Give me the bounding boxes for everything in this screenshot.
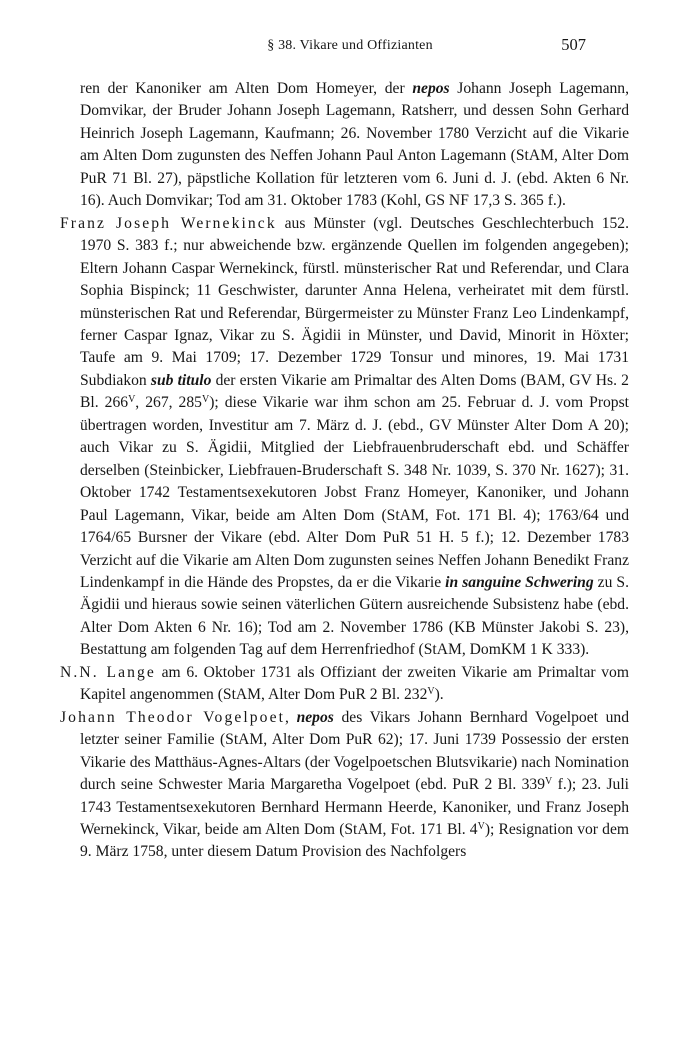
verso-superscript: V	[201, 394, 210, 406]
entry-wernekinck	[60, 213, 629, 662]
latin-term: in sanguine Schwering	[445, 573, 594, 591]
latin-term: sub titulo	[150, 371, 212, 389]
entry-name: Johann Theodor Vogelpoet	[60, 708, 286, 726]
verso-superscript: V	[128, 394, 136, 406]
text-run: ).	[434, 686, 444, 704]
text-run: f.); 23. Juli 1743 Testamentsexekutoren Bernhard Hermann Heerde, Kanoniker, und Franz Joseph Wernekinck, Vikar, beide am Alten Dom (StAM, Fot. 171 Bl. 4	[80, 776, 629, 838]
text-run: ,	[285, 708, 297, 726]
entry-name: Franz Joseph Wernekinck	[60, 214, 277, 232]
latin-term: nepos	[412, 80, 450, 97]
text-run: ); diese Vikarie war ihm schon am 25. Februar d. J. vom Propst übertragen worden, Investitur am 7. März d. J. (ebd., GV Münster Alter Dom A 20); auch Vikar zu S. Ägidii, Mitglied der Liebfrauenbruderschaft ebd. und Schäffer derselben (Steinbicker, Liebfrauen-Bruderschaft S. 348 Nr. 1039, S. 370 Nr. 1627); 31. Oktober 1742 Testamentsexekutoren Jobst Franz Homeyer, Kanoniker, und Johann Paul Lagemann, Vikar, beide am Alten Dom (StAM, Fot. 171 Bl. 4); 1763/64 und 1764/65 Bursner der Vikare (ebd. Alter Dom PuR 51 H. 5 f.); 12. Dezember 1783 Verzicht auf die Vikarie am Alten Dom zugunsten seines Neffen Johann Benedikt Franz Lindenkampf in die Hände des Propstes, da er die Vikarie	[80, 394, 630, 591]
text-run: des Vikars Johann Bernhard Vogelpoet und letzter seiner Familie (StAM, Alter Dom PuR 62); 17. Juni 1739 Possessio der ersten Vikarie des Matthäus-Agnes-Altars (der Vogelpoetschen Blutsvikarie) nach Nomination durch seine Schwester Maria Margaretha Vogelpoet (ebd. PuR 2 Bl. 339	[80, 708, 629, 794]
text-run: zu S. Ägidii und hieraus sowie seinen väterlichen Gütern ausreichende Subsistenz habe (ebd. Alter Dom Akten 6 Nr. 16); Tod am 2. November 1786 (KB Münster Jakobi S. 23), Bestattung am folgenden Tag auf dem Herrenfriedhof (StAM, DomKM 1 K 333).	[80, 573, 629, 659]
page-header	[0, 35, 700, 62]
running-title: § 38. Vikare und Offizianten	[267, 38, 433, 53]
text-run: Johann Joseph Lagemann, Domvikar, der Bruder Johann Joseph Lagemann, Ratsherr, und dessen Sohn Gerhard Heinrich Joseph Lagemann, Kaufmann; 26. November 1780 Verzicht auf die Vikarie am Alten Dom zugunsten des Neffen Johann Paul Anton Lagemann (StAM, Alter Dom PuR 71 Bl. 27), päpstliche Kollation für letzteren vom 6. Juni d. J. (ebd. Akten 6 Nr. 16). Auch Domvikar; Tod am 31. Oktober 1783 (Kohl, GS NF 17,3 S. 365 f.).	[80, 80, 629, 210]
latin-term: nepos	[296, 708, 334, 726]
entry-lange	[60, 662, 629, 707]
text-run: aus Münster (vgl. Deutsches Geschlechterbuch 152. 1970 S. 383 f.; nur abweichende bzw. ergänzende Quellen im folgenden angegeben); Eltern Johann Caspar Wernekinck, fürstl. münsterischer Rat und Referendar, und Clara Sophia Bispinck; 11 Geschwister, darunter Anna Helena, verheiratet mit dem fürstl. münsterischen Rat und Referendar, Bürgermeister zu Münster Franz Leo Lindenkampf, ferner Caspar Ignaz, Vikar zu S. Ägidii in Münster, und David, Minorit in Höxter; Taufe am 9. Mai 1709; 17. Dezember 1729 Tonsur und minores, 19. Mai 1731 Subdiakon	[80, 214, 630, 389]
verso-superscript: V	[477, 820, 485, 832]
entry-name: N.N. Lange	[60, 663, 156, 681]
text-run: der ersten Vikarie am Primaltar des Alten Doms (BAM, GV Hs. 2 Bl. 266	[80, 371, 629, 412]
text-run: ren der Kanoniker am Alten Dom Homeyer, der	[80, 80, 413, 97]
body-text	[60, 78, 629, 864]
page-number: 507	[561, 35, 586, 54]
entry-continued	[60, 78, 629, 213]
text-run: ); Resignation vor dem 9. März 1758, unter diesem Datum Provision des Nachfolgers	[80, 820, 629, 861]
verso-superscript: V	[427, 686, 435, 698]
text-run: , 267, 285	[135, 394, 202, 412]
verso-superscript: V	[545, 776, 553, 788]
entry-vogelpoet	[60, 707, 629, 864]
text-run: am 6. Oktober 1731 als Offiziant der zweiten Vikarie am Primaltar vom Kapitel angenommen (StAM, Alter Dom PuR 2 Bl. 232	[80, 663, 629, 704]
